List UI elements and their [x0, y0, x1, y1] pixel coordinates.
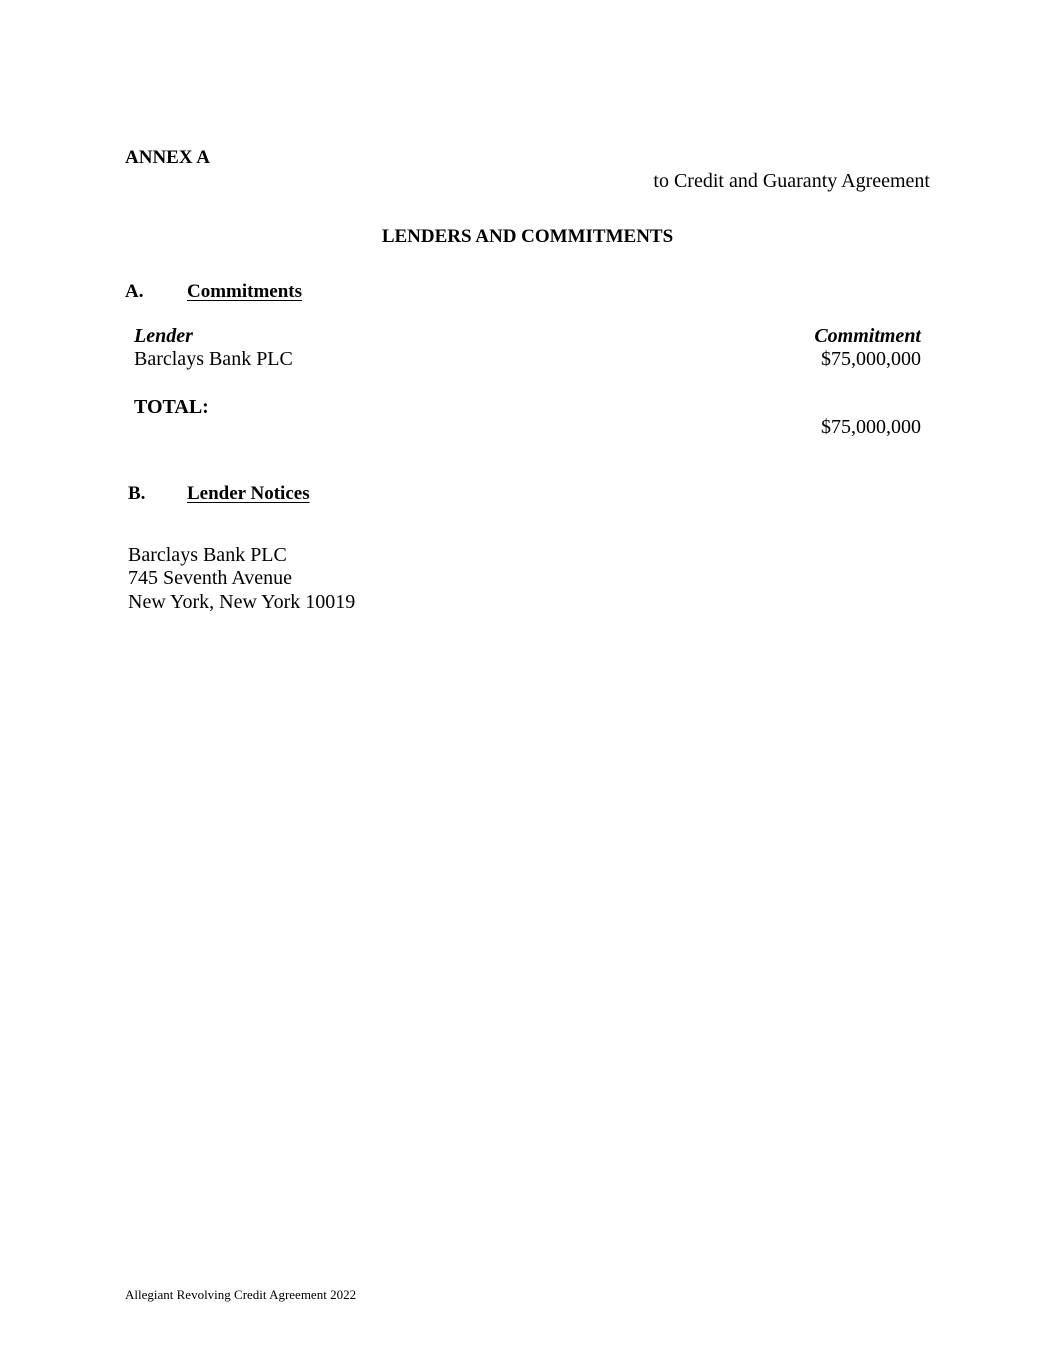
annex-title: ANNEX A	[125, 147, 210, 168]
annex-subtitle: to Credit and Guaranty Agreement	[653, 170, 930, 192]
address-line-city: New York, New York 10019	[128, 591, 356, 613]
total-value: $75,000,000	[821, 416, 921, 438]
section-a-title: Commitments	[187, 281, 303, 302]
total-label: TOTAL:	[134, 396, 209, 418]
address-line-name: Barclays Bank PLC	[128, 544, 287, 566]
section-a-number: A.	[125, 281, 144, 302]
table-row-commitment: $75,000,000	[821, 348, 921, 370]
section-b-number: B.	[128, 483, 146, 504]
column-header-lender: Lender	[134, 325, 193, 347]
section-b-heading	[128, 482, 310, 505]
page-title: LENDERS AND COMMITMENTS	[381, 226, 674, 247]
column-header-commitment: Commitment	[814, 325, 921, 347]
table-row-lender: Barclays Bank PLC	[134, 348, 293, 370]
page-footer: Allegiant Revolving Credit Agreement 2022	[125, 1287, 357, 1302]
address-line-street: 745 Seventh Avenue	[128, 567, 293, 589]
section-b-title: Lender Notices	[187, 483, 310, 504]
section-a-heading	[125, 280, 302, 303]
